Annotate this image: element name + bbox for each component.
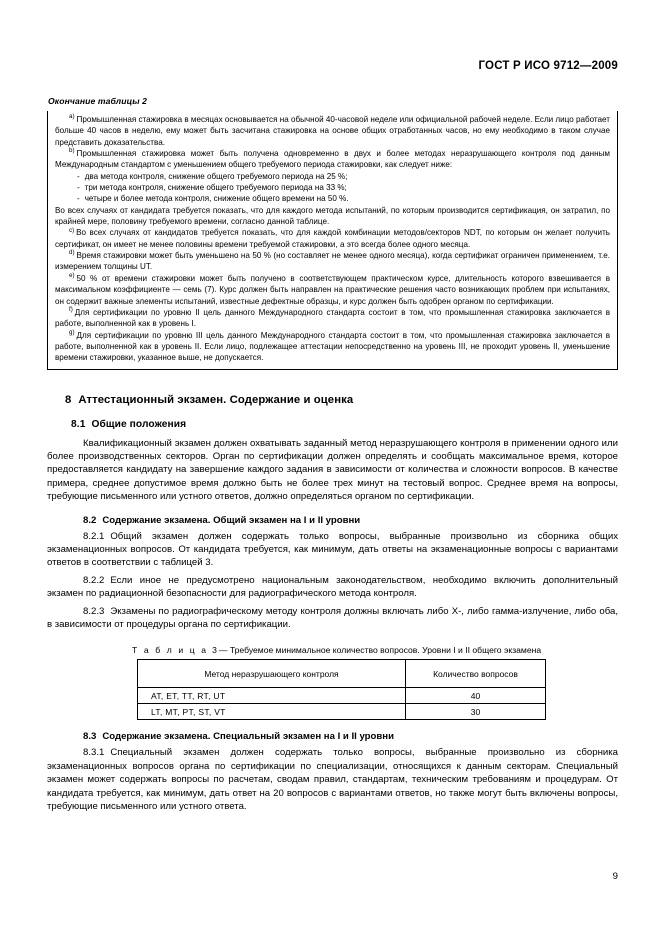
footnote-g-text: Для сертификации по уровню III цель данного Международного стандарта состоит в том, что промышленная стажировка заключается в работе, выполненной как в уровень II. Если лицо, подлежащее аттестации непосредственно на уровень III, не проходит уровень II, уменьшение времени стажировки, указанное выше, не допускается. bbox=[55, 330, 610, 363]
footnote-c-text: Во всех случаях от кандидатов требуется показать, что для каждой комбинации методов/секторов NDT, по которым он желает получить сертификат, он имеет не менее половины времени требуемой стажировки, а это всегда более одного месяца. bbox=[55, 228, 610, 249]
footnote-f-marker: f) bbox=[69, 306, 73, 314]
table3-caption-word: Т а б л и ц а bbox=[132, 645, 209, 656]
footnote-e-marker: e) bbox=[69, 272, 75, 280]
table3-caption-text: Требуемое минимальное количество вопросов. Уровни I и II общего экзамена bbox=[229, 645, 542, 656]
clause-8-2-3-number: 8.2.3 bbox=[83, 605, 105, 617]
footnote-d-marker: d) bbox=[69, 249, 75, 257]
footnote-b-tail: Во всех случаях от кандидата требуется показать, что для каждого метода испытаний, по которым производится сертификация, он затратил, по крайней мере, половину требуемого времени, согласно данной таблице. bbox=[55, 205, 610, 227]
footnote-e bbox=[55, 273, 610, 307]
clause-8-3-1 bbox=[47, 746, 618, 813]
section-8-3-title: Содержание экзамена. Специальный экзамен на I и II уровни bbox=[102, 731, 394, 743]
table-header-row bbox=[138, 660, 546, 688]
footnote-f bbox=[55, 307, 610, 330]
footnote-b-text: Промышленная стажировка может быть получена одновременно в двух и более методах неразрушающего контроля под данным Международным стандартом с уменьшением общего требуемого периода стажировки, как следует ниже: bbox=[55, 149, 610, 170]
list-item-label: два метода контроля, снижение общего требуемого периода на 25 %; bbox=[84, 171, 348, 181]
section-8-1-paragraph: Квалификационный экзамен должен охватывать заданный метод неразрушающего контроля в применении одного или более производственных секторов. Орган по сертификации должен определять и сообщать максимальное время, которое предоставляется кандидату на завершение каждого задания в зависимости от количества и сложности вопросов. В качестве примера, среднее допустимое время должно быть не более трех минут на тестовый вопрос. Среднее время на вопросы, требующие письменного или устного ответов, должно определяться органом по сертификации. bbox=[47, 437, 618, 503]
table3-minimum-questions bbox=[137, 659, 546, 720]
section-heading-8-1 bbox=[47, 419, 618, 430]
document-header-standard-number: ГОСТ Р ИСО 9712—2009 bbox=[478, 60, 618, 72]
clause-8-2-2-number: 8.2.2 bbox=[83, 574, 105, 586]
footnote-c-marker: c) bbox=[69, 226, 75, 234]
section-8-title: Аттестационный экзамен. Содержание и оценка bbox=[78, 393, 354, 406]
footnote-e-text: 50 % от времени стажировки может быть получено в соответствующем практическом курсе, длительность которого взвешивается в максимальном коэффициенте — семь (7). Курс должен быть направлен на практические решения часто возникающих проблем при испытаниях, он содержит важные элементы испытаний, известные дефектные образцы, и курс должен быть одобрен органом по сертификации. bbox=[55, 273, 610, 306]
list-item-label: три метода контроля, снижение общего требуемого периода на 33 %; bbox=[84, 183, 347, 193]
dash-bullet-icon: - bbox=[77, 194, 80, 204]
footnote-b-reduction-list bbox=[55, 171, 610, 205]
table-row bbox=[138, 704, 546, 720]
section-heading-8-3 bbox=[47, 731, 618, 742]
clause-8-3-1-number: 8.3.1 bbox=[83, 747, 105, 759]
clause-8-2-2-text: Если иное не предусмотрено национальным законодательством, необходимо включить дополнительный экзамен по радиационной безопасности для радиографического метода контроля. bbox=[47, 574, 618, 600]
footnote-a-text: Промышленная стажировка в месяцах основывается на обычной 40-часовой неделе или официальной рабочей неделе. Если лицо работает больше 40 часов в неделю, ему может быть засчитана стажировка на основе общих отработанных часов, но ему необходимо в таком случае представить доказательства. bbox=[55, 115, 610, 147]
section-8-1-title: Общие положения bbox=[91, 418, 187, 430]
list-item-label: четыре и более метода контроля, снижение общего времени на 50 %. bbox=[84, 194, 349, 204]
clause-8-2-2 bbox=[47, 574, 618, 601]
column-header-method: Метод неразрушающего контроля bbox=[138, 660, 406, 688]
clause-8-2-1-number: 8.2.1 bbox=[83, 530, 105, 542]
list-item bbox=[77, 171, 610, 182]
table-continuation-label: Окончание таблицы 2 bbox=[48, 96, 148, 106]
clause-8-2-3-text: Экзамены по радиографическому методу контроля должны включать либо X-, либо гамма-излучение, либо оба, в зависимости от процедуры органа по сертификации. bbox=[47, 605, 618, 631]
footnote-b bbox=[55, 148, 610, 171]
list-item bbox=[77, 182, 610, 193]
table3-caption-dash: — bbox=[218, 645, 228, 656]
footnote-a-marker: a) bbox=[69, 113, 75, 121]
footnote-b-marker: b) bbox=[69, 147, 75, 155]
footnote-d bbox=[55, 250, 610, 273]
column-header-count: Количество вопросов bbox=[406, 660, 546, 688]
cell-count: 30 bbox=[406, 704, 546, 720]
dash-bullet-icon: - bbox=[77, 183, 80, 193]
table-row bbox=[138, 688, 546, 704]
cell-count: 40 bbox=[406, 688, 546, 704]
table2-footnotes-box bbox=[47, 111, 618, 370]
section-heading-8-2 bbox=[47, 515, 618, 526]
page-number: 9 bbox=[612, 871, 618, 882]
footnote-g bbox=[55, 330, 610, 364]
cell-method: AT, ET, TT, RT, UT bbox=[138, 688, 406, 704]
list-item bbox=[77, 193, 610, 204]
clause-8-3-1-text: Специальный экзамен должен содержать только вопросы, выбранные произвольно из сборника экзаменационных вопросов органа по сертификации по специализации, относящихся к данным секторам. Специальный экзамен может содержать вопросы по расчетам, сводам правил, стандартам, техническим требованиям и процедурам. От кандидата требуется, как минимум, дать ответ на 20 вопросов с вариантами ответов, но также могут быть включены вопросы, требующие письменного или устного ответа. bbox=[47, 747, 618, 813]
footnote-c bbox=[55, 227, 610, 250]
table3-caption bbox=[47, 645, 618, 655]
section-heading-8 bbox=[47, 394, 618, 406]
dash-bullet-icon: - bbox=[77, 171, 80, 181]
section-8-2-number: 8.2 bbox=[83, 514, 97, 526]
section-8-3-number: 8.3 bbox=[83, 731, 97, 743]
page-content bbox=[47, 96, 618, 813]
section-8-number: 8 bbox=[65, 393, 72, 406]
clause-8-2-3 bbox=[47, 605, 618, 632]
clause-8-2-1 bbox=[47, 530, 618, 570]
footnote-d-text: Время стажировки может быть уменьшено на 50 % (но составляет не менее одного месяца), когда сертификат ограничен применением, т.е. измерением толщины UT. bbox=[55, 251, 610, 272]
cell-method: LT, MT, PT, ST, VT bbox=[138, 704, 406, 720]
footnote-f-text: Для сертификации по уровню II цель данного Международного стандарта состоит в том, что промышленная стажировка заключается в работе, выполненной как в уровень I. bbox=[55, 307, 610, 329]
footnote-a bbox=[55, 114, 610, 148]
clause-8-2-1-text: Общий экзамен должен содержать только вопросы, выбранные произвольно из сборника общих экзаменационных вопросов. От кандидата требуется, как минимум, дать ответы на экзаменационные вопросы с вариантами ответов в соответствии с таблицей 3. bbox=[47, 530, 618, 569]
table3-caption-number: 3 bbox=[212, 645, 217, 656]
section-8-1-number: 8.1 bbox=[71, 418, 86, 430]
footnote-g-marker: g) bbox=[69, 328, 75, 336]
section-8-2-title: Содержание экзамена. Общий экзамен на I и II уровни bbox=[102, 514, 361, 526]
